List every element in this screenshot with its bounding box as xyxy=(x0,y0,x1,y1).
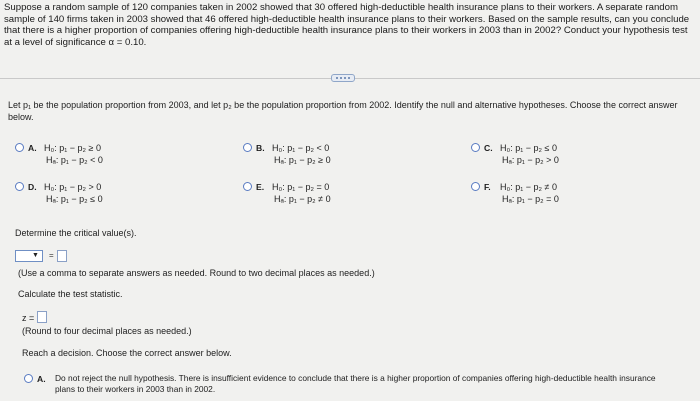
problem-statement: Suppose a random sample of 120 companies taken in 2002 showed that 30 offered high-deductible health insurance plans to their workers. A separate random sample of 140 firms taken in 2003 showed that 46 offered high-deductible health insurance plans to their workers. Based on the sample results, can you conclude that there is a higher proportion of companies offering high-deductible health insurance plans to their workers in 2003 than in 2002? Conduct your hypothesis test at a level of significance α = 0.10. xyxy=(4,2,690,48)
alt-hypothesis: Hₐ: p₁ − p₂ < 0 xyxy=(46,155,103,165)
option-letter: E. xyxy=(256,182,265,192)
decision-option-text: Do not reject the null hypothesis. There is insufficient evidence to conclude that there is a higher proportion of companies offering high-deductible health insurance plans to their workers in 2003 than in 2002. xyxy=(55,373,656,394)
alt-hypothesis: Hₐ: p₁ − p₂ > 0 xyxy=(502,155,559,165)
dot-icon xyxy=(348,77,350,79)
null-hypothesis: H₀: p₁ − p₂ < 0 xyxy=(272,143,330,153)
null-hypothesis: H₀: p₁ − p₂ ≠ 0 xyxy=(500,182,557,192)
radio-button[interactable] xyxy=(243,182,252,191)
radio-button[interactable] xyxy=(243,143,252,152)
null-hypothesis: H₀: p₁ − p₂ = 0 xyxy=(272,182,330,192)
critical-value-hint: (Use a comma to separate answers as needed. Round to two decimal places as needed.) xyxy=(18,268,375,278)
test-statistic-input[interactable] xyxy=(37,311,47,323)
radio-button[interactable] xyxy=(15,143,24,152)
alt-hypothesis: Hₐ: p₁ − p₂ ≥ 0 xyxy=(274,155,331,165)
alt-hypothesis: Hₐ: p₁ − p₂ ≤ 0 xyxy=(46,194,103,204)
option-letter: A. xyxy=(37,374,46,384)
critical-sign-dropdown[interactable] xyxy=(15,250,43,262)
radio-button[interactable] xyxy=(471,143,480,152)
z-label: z = xyxy=(22,313,35,323)
critical-value-label: Determine the critical value(s). xyxy=(15,228,137,238)
option-letter: B. xyxy=(256,143,265,153)
decision-label: Reach a decision. Choose the correct answer below. xyxy=(22,348,232,358)
dot-icon xyxy=(340,77,342,79)
null-hypothesis: H₀: p₁ − p₂ ≤ 0 xyxy=(500,143,557,153)
radio-button[interactable] xyxy=(24,374,33,383)
dot-icon xyxy=(344,77,346,79)
option-letter: A. xyxy=(28,143,37,153)
alt-hypothesis: Hₐ: p₁ − p₂ ≠ 0 xyxy=(274,194,331,204)
option-letter: F. xyxy=(484,182,491,192)
null-hypothesis: H₀: p₁ − p₂ ≥ 0 xyxy=(44,143,101,153)
chevron-down-icon: ▼ xyxy=(32,252,39,259)
dot-icon xyxy=(336,77,338,79)
expand-more-button[interactable] xyxy=(331,74,355,82)
alt-hypothesis: Hₐ: p₁ − p₂ = 0 xyxy=(502,194,559,204)
option-letter: C. xyxy=(484,143,493,153)
hypothesis-instructions: Let p₁ be the population proportion from 2003, and let p₂ be the population proportion from 2002. Identify the null and alternative hypotheses. Choose the correct answer below. xyxy=(8,100,678,122)
null-hypothesis: H₀: p₁ − p₂ > 0 xyxy=(44,182,102,192)
critical-value-input[interactable] xyxy=(57,250,67,262)
radio-button[interactable] xyxy=(471,182,480,191)
equals-sign: = xyxy=(49,251,54,260)
test-statistic-label: Calculate the test statistic. xyxy=(18,289,123,299)
option-letter: D. xyxy=(28,182,37,192)
test-statistic-hint: (Round to four decimal places as needed.) xyxy=(22,326,192,336)
radio-button[interactable] xyxy=(15,182,24,191)
